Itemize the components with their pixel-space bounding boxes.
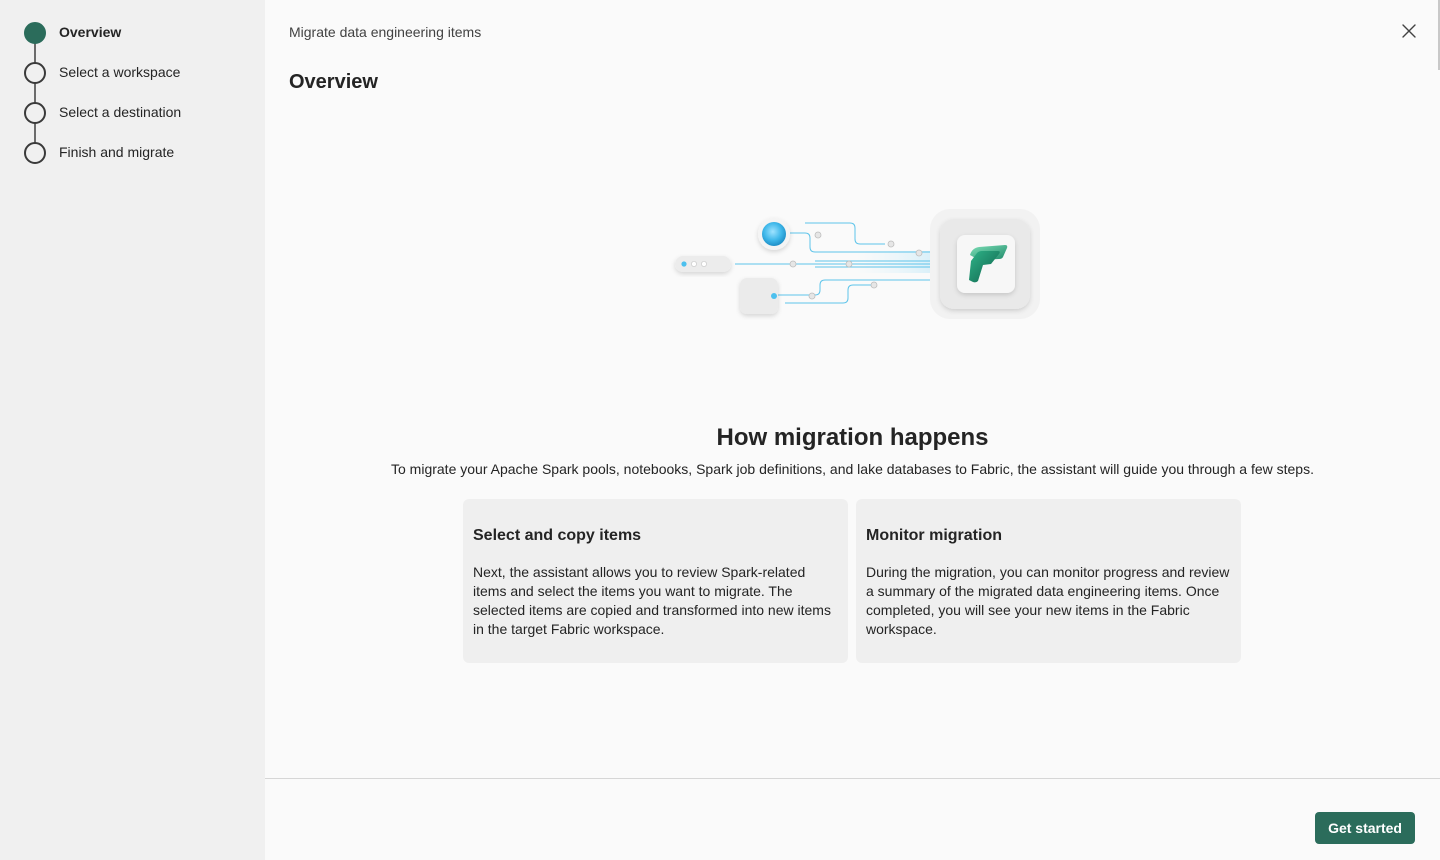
step-connector	[34, 43, 36, 63]
close-icon	[1402, 24, 1416, 38]
card-body: Next, the assistant allows you to review Spark-related items and select the items you want to migrate. The selected items are copied and transformed into new items in the target Fabric workspace.	[473, 564, 831, 637]
footer-divider	[265, 778, 1440, 779]
main-panel	[265, 0, 1440, 860]
stepper	[24, 22, 181, 182]
card-title: Monitor migration	[866, 527, 1002, 544]
card-title: Select and copy items	[473, 527, 642, 544]
step-connector	[34, 83, 36, 103]
step-overview[interactable]	[24, 22, 181, 62]
section-description: To migrate your Apache Spark pools, notebooks, Spark job definitions, and lake databases to Fabric, the assistant will guide you through a few steps.	[391, 461, 1314, 477]
dialog-subtitle: Migrate data engineering items	[289, 24, 482, 40]
stepper-sidebar	[0, 0, 265, 860]
migration-illustration	[665, 195, 1055, 335]
step-indicator	[24, 102, 46, 124]
step-label: Select a workspace	[59, 64, 181, 80]
step-indicator-active	[24, 22, 46, 44]
step-label: Overview	[59, 24, 122, 40]
step-select-destination[interactable]	[24, 102, 181, 142]
step-connector	[34, 123, 36, 143]
info-cards	[463, 499, 1241, 663]
step-indicator	[24, 62, 46, 84]
page-title: Overview	[289, 71, 378, 93]
step-select-workspace[interactable]	[24, 62, 181, 102]
get-started-button[interactable]: Get started	[1315, 812, 1415, 844]
close-button[interactable]	[1398, 20, 1420, 42]
step-label: Finish and migrate	[59, 144, 175, 160]
card-body: During the migration, you can monitor progress and review a summary of the migrated data engineering items. Once completed, you will see your new items in the Fabric workspace.	[866, 564, 1230, 637]
step-indicator	[24, 142, 46, 164]
section-heading: How migration happens	[716, 424, 989, 451]
step-finish-migrate[interactable]	[24, 142, 181, 182]
step-label: Select a destination	[59, 104, 182, 120]
card-select-copy	[463, 499, 848, 663]
card-monitor	[856, 499, 1241, 663]
